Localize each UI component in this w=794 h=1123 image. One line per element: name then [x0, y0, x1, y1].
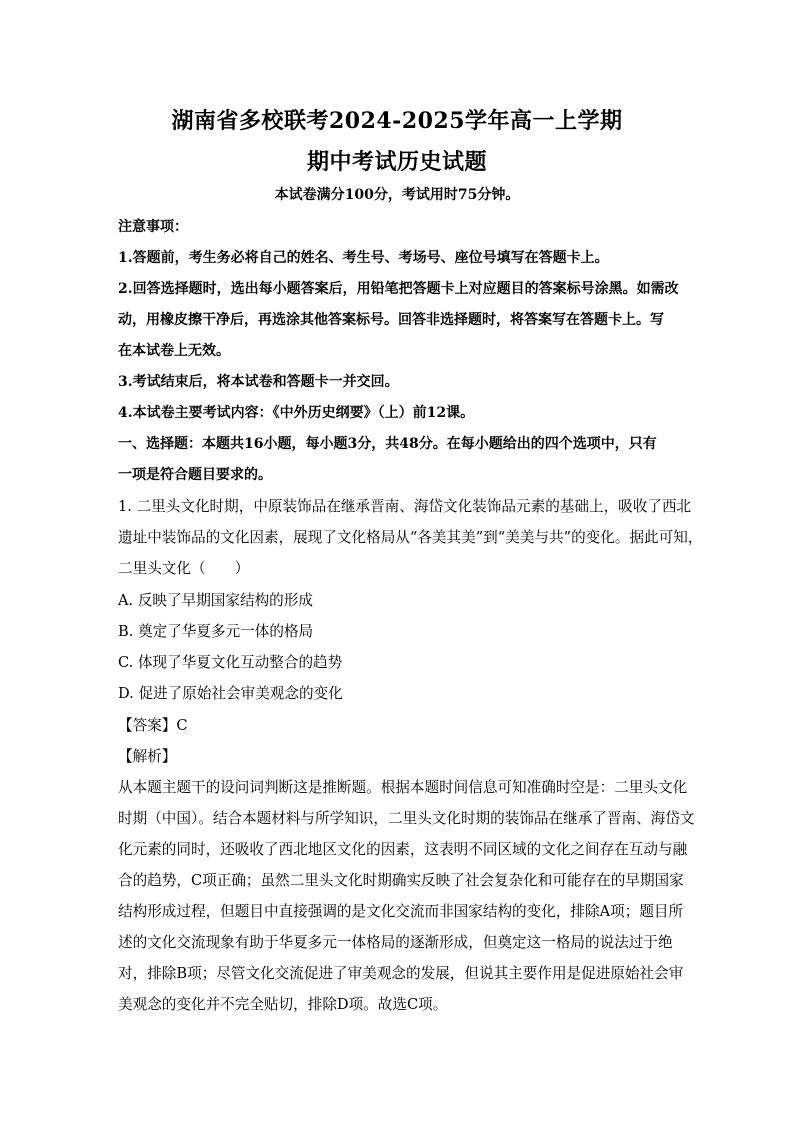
- notice-item-2-line3: 在本试卷上无效。: [118, 343, 230, 359]
- question1-stem-line3: 二里头文化（ ）: [118, 560, 250, 577]
- question1-stem-line1: 1. 二里头文化时期，中原装饰品在继承晋南、海岱文化装饰品元素的基础上，吸收了西北: [118, 498, 692, 515]
- exam-title-line2: 期中考试历史试题: [306, 149, 487, 175]
- question1-analysis-line7: 对，排除B项；尽管文化交流促进了审美观念的发展，但说其主要作用是促进原始社会审: [118, 965, 684, 982]
- section1-heading-line2: 一项是符合题目要求的。: [118, 467, 272, 483]
- question1-option-c: C. 体现了华夏文化互动整合的趋势: [118, 654, 343, 671]
- question1-analysis-line5: 结构形成过程，但题目中直接强调的是文化交流而非国家结构的变化，排除A项；题目所: [118, 903, 684, 920]
- question1-analysis-line2: 时期（中国）。结合本题材料与所学知识，二里头文化时期的装饰品在继承了晋南、海岱文: [118, 810, 695, 827]
- question1-analysis-line1: 从本题主题干的设问词判断这是推断题。根据本题时间信息可知准确时空是：二里头文化: [118, 779, 688, 796]
- question1-analysis-line3: 化元素的同时，还吸收了西北地区文化的因素，这表明不同区域的文化之间存在互动与融: [118, 841, 688, 858]
- notice-item-2-line1: 2.回答选择题时，选出每小题答案后，用铅笔把答题卡上对应题目的答案标号涂黑。如需改: [118, 281, 679, 297]
- question1-analysis-line8: 美观念的变化并不完全贴切，排除D项。故选C项。: [118, 996, 448, 1013]
- question1-analysis-heading: 【解析】: [118, 748, 177, 765]
- exam-subtitle: 本试卷满分100分，考试用时75分钟。: [274, 187, 520, 203]
- notice-item-1: 1.答题前，考生务必将自己的姓名、考生号、考场号、座位号填写在答题卡上。: [118, 250, 609, 266]
- question1-answer: 【答案】C: [118, 717, 188, 734]
- exam-title-line1: 湖南省多校联考2024-2025学年高一上学期: [171, 108, 623, 134]
- notice-item-4: 4.本试卷主要考试内容：《中外历史纲要》（上）前12课。: [118, 405, 475, 421]
- notice-heading: 注意事项：: [118, 219, 188, 235]
- notice-item-3: 3.考试结束后，将本试卷和答题卡一并交回。: [118, 374, 399, 390]
- section1-heading-line1: 一、选择题：本题共16小题，每小题3分，共48分。在每小题给出的四个选项中，只有: [118, 436, 657, 452]
- question1-option-a: A. 反映了早期国家结构的形成: [118, 592, 313, 609]
- question1-option-b: B. 奠定了华夏多元一体的格局: [118, 623, 314, 640]
- question1-stem-line2: 遗址中装饰品的文化因素，展现了文化格局从“各美其美”到“美美与共”的变化。据此可知，: [118, 529, 703, 546]
- question1-option-d: D. 促进了原始社会审美观念的变化: [118, 685, 343, 702]
- question1-analysis-line6: 述的文化交流现象有助于华夏多元一体格局的逐渐形成，但奠定这一格局的说法过于绝: [118, 934, 673, 951]
- notice-item-2-line2: 动，用橡皮擦干净后，再选涂其他答案标号。回答非选择题时，将答案写在答题卡上。写: [118, 312, 664, 328]
- question1-analysis-line4: 合的趋势，C项正确；虽然二里头文化时期确实反映了社会复杂化和可能存在的早期国家: [118, 872, 684, 889]
